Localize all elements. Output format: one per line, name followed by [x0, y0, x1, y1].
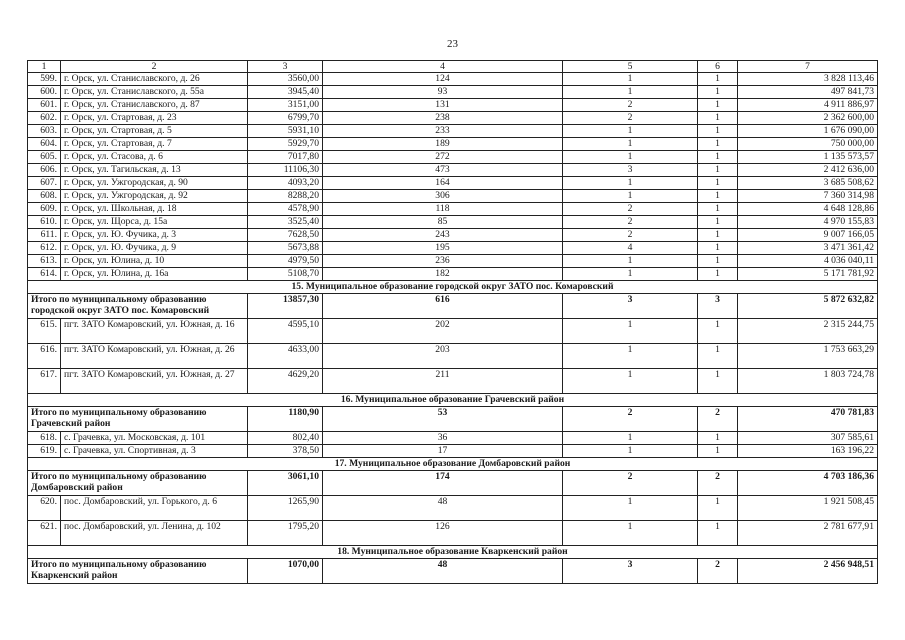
address-cell: г. Орск, ул. Юлина, д. 10 — [61, 255, 248, 268]
table-row — [28, 164, 878, 177]
col6-cell: 1 — [698, 521, 738, 546]
area-cell: 4979,50 — [248, 255, 323, 268]
row-number-cell: 608. — [28, 190, 61, 203]
cost-cell: 2 362 600,00 — [738, 112, 878, 125]
total-area: 13857,30 — [248, 294, 323, 319]
col6-cell: 1 — [698, 344, 738, 369]
table-row — [28, 177, 878, 190]
residents-cell: 238 — [323, 112, 563, 125]
table-row — [28, 268, 878, 281]
address-cell: г. Орск, ул. Юлина, д. 16а — [61, 268, 248, 281]
area-cell: 7628,50 — [248, 229, 323, 242]
table-row — [28, 138, 878, 151]
table-row — [28, 496, 878, 521]
total-area: 3061,10 — [248, 471, 323, 496]
total-col6: 2 — [698, 471, 738, 496]
col5-cell: 3 — [563, 164, 698, 177]
address-cell: г. Орск, ул. Ю. Фучика, д. 3 — [61, 229, 248, 242]
row-number-cell: 616. — [28, 344, 61, 369]
row-number-cell: 617. — [28, 369, 61, 394]
col6-cell: 1 — [698, 216, 738, 229]
area-cell: 7017,80 — [248, 151, 323, 164]
residents-cell: 189 — [323, 138, 563, 151]
area-cell: 8288,20 — [248, 190, 323, 203]
table-row — [28, 99, 878, 112]
total-residents: 174 — [323, 471, 563, 496]
table-row — [28, 112, 878, 125]
section-header-row — [28, 546, 878, 559]
table-row — [28, 190, 878, 203]
col6-cell: 1 — [698, 432, 738, 445]
col6-cell: 1 — [698, 268, 738, 281]
cost-cell: 3 685 508,62 — [738, 177, 878, 190]
section-title: 16. Муниципальное образование Грачевский район — [28, 394, 878, 407]
area-cell: 1795,20 — [248, 521, 323, 546]
area-cell: 11106,30 — [248, 164, 323, 177]
col5-cell: 1 — [563, 344, 698, 369]
cost-cell: 9 007 166,05 — [738, 229, 878, 242]
cost-cell: 2 315 244,75 — [738, 319, 878, 344]
col6-cell: 1 — [698, 73, 738, 86]
residents-cell: 243 — [323, 229, 563, 242]
residents-cell: 126 — [323, 521, 563, 546]
table-row — [28, 445, 878, 458]
col5-cell: 1 — [563, 496, 698, 521]
section-title: 15. Муниципальное образование городской округ ЗАТО пос. Комаровский — [28, 281, 878, 294]
cost-cell: 1 676 090,00 — [738, 125, 878, 138]
residents-cell: 36 — [323, 432, 563, 445]
col5-cell: 1 — [563, 138, 698, 151]
col5-cell: 1 — [563, 445, 698, 458]
column-number: 6 — [698, 61, 738, 73]
col5-cell: 4 — [563, 242, 698, 255]
table-row — [28, 369, 878, 394]
row-number-cell: 615. — [28, 319, 61, 344]
col6-cell: 1 — [698, 190, 738, 203]
row-number-cell: 618. — [28, 432, 61, 445]
col6-cell: 1 — [698, 86, 738, 99]
total-col5: 2 — [563, 471, 698, 496]
residents-cell: 203 — [323, 344, 563, 369]
column-number: 2 — [61, 61, 248, 73]
residents-cell: 48 — [323, 496, 563, 521]
col5-cell: 1 — [563, 151, 698, 164]
total-cost: 470 781,83 — [738, 407, 878, 432]
address-cell: г. Орск, ул. Тагильская, д. 13 — [61, 164, 248, 177]
col5-cell: 1 — [563, 125, 698, 138]
col5-cell: 1 — [563, 190, 698, 203]
residents-cell: 93 — [323, 86, 563, 99]
residents-cell: 211 — [323, 369, 563, 394]
area-cell: 802,40 — [248, 432, 323, 445]
col6-cell: 1 — [698, 112, 738, 125]
row-number-cell: 604. — [28, 138, 61, 151]
column-number-row — [28, 61, 878, 73]
residents-cell: 195 — [323, 242, 563, 255]
cost-cell: 4 648 128,86 — [738, 203, 878, 216]
table-row — [28, 151, 878, 164]
total-label: Итого по муниципальному образованию городской округ ЗАТО пос. Комаровский — [28, 294, 248, 319]
total-col5: 3 — [563, 294, 698, 319]
address-cell: г. Орск, ул. Ю. Фучика, д. 9 — [61, 242, 248, 255]
address-cell: г. Орск, ул. Стасова, д. 6 — [61, 151, 248, 164]
address-cell: с. Грачевка, ул. Спортивная, д. 3 — [61, 445, 248, 458]
col5-cell: 1 — [563, 319, 698, 344]
residents-cell: 306 — [323, 190, 563, 203]
row-number-cell: 621. — [28, 521, 61, 546]
row-number-cell: 601. — [28, 99, 61, 112]
address-cell: г. Орск, ул. Стартовая, д. 5 — [61, 125, 248, 138]
area-cell: 1265,90 — [248, 496, 323, 521]
cost-cell: 3 471 361,42 — [738, 242, 878, 255]
area-cell: 3560,00 — [248, 73, 323, 86]
col6-cell: 1 — [698, 99, 738, 112]
row-number-cell: 611. — [28, 229, 61, 242]
area-cell: 5673,88 — [248, 242, 323, 255]
residents-cell: 131 — [323, 99, 563, 112]
col5-cell: 1 — [563, 86, 698, 99]
residents-cell: 17 — [323, 445, 563, 458]
column-number: 7 — [738, 61, 878, 73]
total-residents: 616 — [323, 294, 563, 319]
address-cell: пгт. ЗАТО Комаровский, ул. Южная, д. 27 — [61, 369, 248, 394]
col5-cell: 1 — [563, 177, 698, 190]
area-cell: 4578,90 — [248, 203, 323, 216]
total-label: Итого по муниципальному образованию Домбаровский район — [28, 471, 248, 496]
address-cell: г. Орск, ул. Школьная, д. 18 — [61, 203, 248, 216]
row-number-cell: 602. — [28, 112, 61, 125]
section-title: 17. Муниципальное образование Домбаровский район — [28, 458, 878, 471]
row-number-cell: 620. — [28, 496, 61, 521]
table-row — [28, 125, 878, 138]
residents-cell: 182 — [323, 268, 563, 281]
address-cell: пос. Домбаровский, ул. Горького, д. 6 — [61, 496, 248, 521]
col5-cell: 1 — [563, 432, 698, 445]
area-cell: 5108,70 — [248, 268, 323, 281]
col6-cell: 1 — [698, 319, 738, 344]
col6-cell: 1 — [698, 369, 738, 394]
cost-cell: 4 970 155,83 — [738, 216, 878, 229]
total-row — [28, 559, 878, 584]
area-cell: 4629,20 — [248, 369, 323, 394]
total-area: 1070,00 — [248, 559, 323, 584]
cost-cell: 1 921 508,45 — [738, 496, 878, 521]
column-number: 1 — [28, 61, 61, 73]
area-cell: 378,50 — [248, 445, 323, 458]
register-table — [27, 60, 878, 584]
address-cell: с. Грачевка, ул. Московская, д. 101 — [61, 432, 248, 445]
residents-cell: 233 — [323, 125, 563, 138]
col6-cell: 1 — [698, 496, 738, 521]
row-number-cell: 607. — [28, 177, 61, 190]
total-cost: 5 872 632,82 — [738, 294, 878, 319]
total-area: 1180,90 — [248, 407, 323, 432]
area-cell: 4633,00 — [248, 344, 323, 369]
total-col5: 3 — [563, 559, 698, 584]
residents-cell: 118 — [323, 203, 563, 216]
cost-cell: 4 911 886,97 — [738, 99, 878, 112]
cost-cell: 2 412 636,00 — [738, 164, 878, 177]
cost-cell: 5 171 781,92 — [738, 268, 878, 281]
residents-cell: 473 — [323, 164, 563, 177]
row-number-cell: 605. — [28, 151, 61, 164]
col6-cell: 1 — [698, 177, 738, 190]
table-row — [28, 521, 878, 546]
residents-cell: 272 — [323, 151, 563, 164]
cost-cell: 2 781 677,91 — [738, 521, 878, 546]
table-row — [28, 344, 878, 369]
column-number: 3 — [248, 61, 323, 73]
table-row — [28, 229, 878, 242]
row-number-cell: 619. — [28, 445, 61, 458]
residents-cell: 202 — [323, 319, 563, 344]
residents-cell: 164 — [323, 177, 563, 190]
address-cell: г. Орск, ул. Станиславского, д. 87 — [61, 99, 248, 112]
residents-cell: 124 — [323, 73, 563, 86]
col5-cell: 1 — [563, 369, 698, 394]
address-cell: г. Орск, ул. Станиславского, д. 26 — [61, 73, 248, 86]
table-row — [28, 432, 878, 445]
col5-cell: 2 — [563, 112, 698, 125]
address-cell: г. Орск, ул. Стартовая, д. 23 — [61, 112, 248, 125]
area-cell: 5931,10 — [248, 125, 323, 138]
col5-cell: 2 — [563, 203, 698, 216]
column-number: 4 — [323, 61, 563, 73]
cost-cell: 307 585,61 — [738, 432, 878, 445]
address-cell: пос. Домбаровский, ул. Ленина, д. 102 — [61, 521, 248, 546]
row-number-cell: 603. — [28, 125, 61, 138]
total-label: Итого по муниципальному образованию Грачевский район — [28, 407, 248, 432]
cost-cell: 3 828 113,46 — [738, 73, 878, 86]
row-number-cell: 609. — [28, 203, 61, 216]
col6-cell: 1 — [698, 151, 738, 164]
total-row — [28, 407, 878, 432]
table-row — [28, 73, 878, 86]
row-number-cell: 610. — [28, 216, 61, 229]
area-cell: 6799,70 — [248, 112, 323, 125]
col6-cell: 1 — [698, 229, 738, 242]
area-cell: 5929,70 — [248, 138, 323, 151]
total-cost: 4 703 186,36 — [738, 471, 878, 496]
row-number-cell: 599. — [28, 73, 61, 86]
cost-cell: 4 036 040,11 — [738, 255, 878, 268]
row-number-cell: 606. — [28, 164, 61, 177]
residents-cell: 85 — [323, 216, 563, 229]
col5-cell: 1 — [563, 268, 698, 281]
row-number-cell: 614. — [28, 268, 61, 281]
cost-cell: 1 135 573,57 — [738, 151, 878, 164]
cost-cell: 163 196,22 — [738, 445, 878, 458]
address-cell: пгт. ЗАТО Комаровский, ул. Южная, д. 26 — [61, 344, 248, 369]
col5-cell: 2 — [563, 229, 698, 242]
table-row — [28, 242, 878, 255]
total-row — [28, 471, 878, 496]
section-title: 18. Муниципальное образование Кваркенский район — [28, 546, 878, 559]
address-cell: г. Орск, ул. Станиславского, д. 55а — [61, 86, 248, 99]
section-header-row — [28, 394, 878, 407]
col5-cell: 2 — [563, 99, 698, 112]
address-cell: г. Орск, ул. Щорса, д. 15а — [61, 216, 248, 229]
section-header-row — [28, 281, 878, 294]
table-row — [28, 203, 878, 216]
col6-cell: 1 — [698, 242, 738, 255]
area-cell: 4595,10 — [248, 319, 323, 344]
table-row — [28, 255, 878, 268]
col6-cell: 1 — [698, 255, 738, 268]
address-cell: г. Орск, ул. Стартовая, д. 7 — [61, 138, 248, 151]
area-cell: 3945,40 — [248, 86, 323, 99]
area-cell: 3151,00 — [248, 99, 323, 112]
col5-cell: 1 — [563, 255, 698, 268]
col6-cell: 1 — [698, 138, 738, 151]
area-cell: 4093,20 — [248, 177, 323, 190]
page-number: 23 — [447, 38, 458, 50]
total-col6: 3 — [698, 294, 738, 319]
row-number-cell: 612. — [28, 242, 61, 255]
table-row — [28, 86, 878, 99]
cost-cell: 7 360 314,98 — [738, 190, 878, 203]
address-cell: г. Орск, ул. Ужгородская, д. 90 — [61, 177, 248, 190]
cost-cell: 750 000,00 — [738, 138, 878, 151]
total-cost: 2 456 948,51 — [738, 559, 878, 584]
total-residents: 53 — [323, 407, 563, 432]
cost-cell: 497 841,73 — [738, 86, 878, 99]
cost-cell: 1 753 663,29 — [738, 344, 878, 369]
row-number-cell: 600. — [28, 86, 61, 99]
area-cell: 3525,40 — [248, 216, 323, 229]
col5-cell: 2 — [563, 216, 698, 229]
column-number: 5 — [563, 61, 698, 73]
col6-cell: 1 — [698, 125, 738, 138]
table-row — [28, 216, 878, 229]
col6-cell: 1 — [698, 445, 738, 458]
address-cell: пгт. ЗАТО Комаровский, ул. Южная, д. 16 — [61, 319, 248, 344]
col6-cell: 1 — [698, 203, 738, 216]
total-col6: 2 — [698, 559, 738, 584]
total-residents: 48 — [323, 559, 563, 584]
col6-cell: 1 — [698, 164, 738, 177]
total-col5: 2 — [563, 407, 698, 432]
section-header-row — [28, 458, 878, 471]
total-col6: 2 — [698, 407, 738, 432]
col5-cell: 1 — [563, 521, 698, 546]
total-label: Итого по муниципальному образованию Кваркенский район — [28, 559, 248, 584]
row-number-cell: 613. — [28, 255, 61, 268]
cost-cell: 1 803 724,78 — [738, 369, 878, 394]
total-row — [28, 294, 878, 319]
address-cell: г. Орск, ул. Ужгородская, д. 92 — [61, 190, 248, 203]
table-row — [28, 319, 878, 344]
residents-cell: 236 — [323, 255, 563, 268]
col5-cell: 1 — [563, 73, 698, 86]
